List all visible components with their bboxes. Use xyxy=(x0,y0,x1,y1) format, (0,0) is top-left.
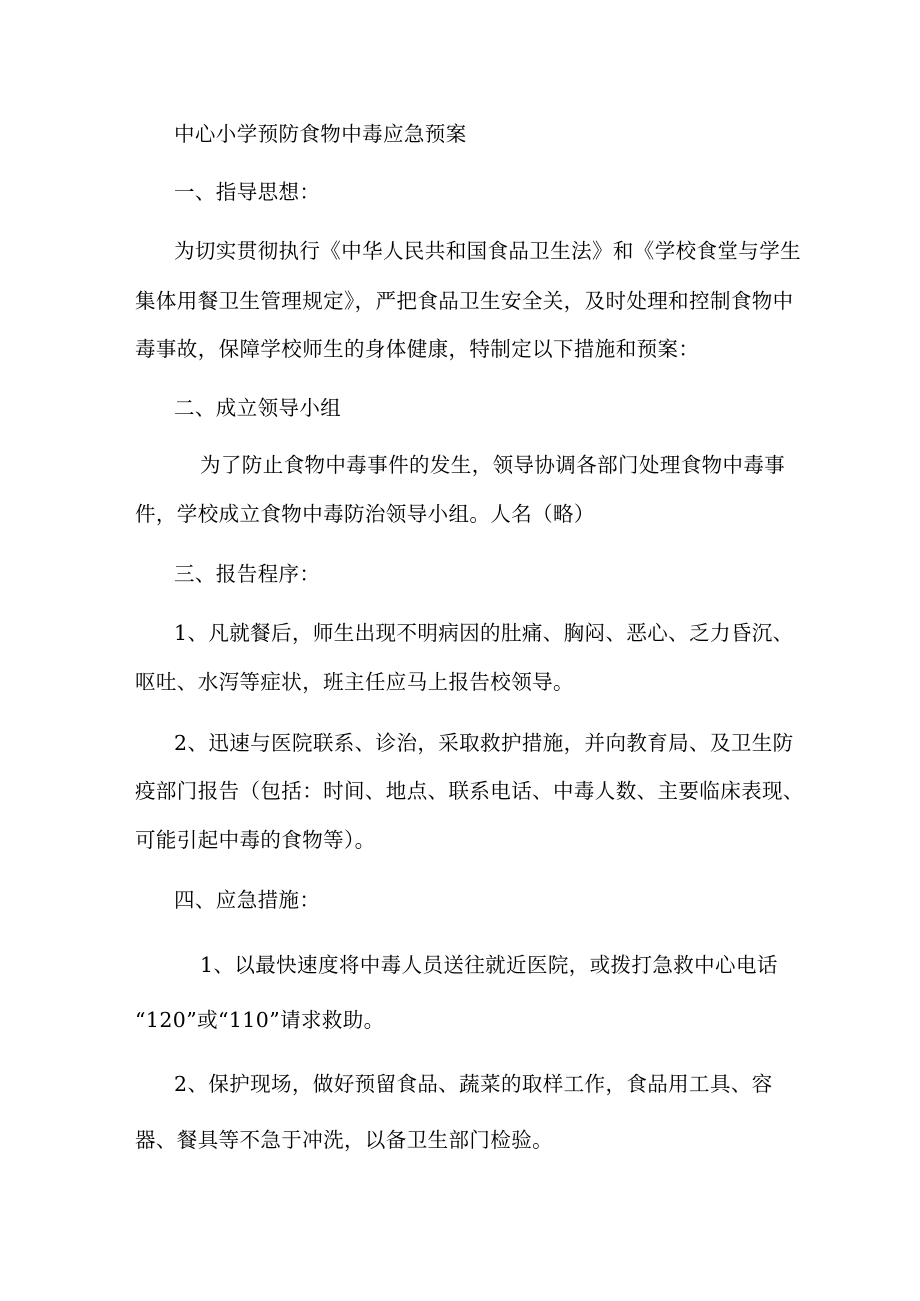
paragraph-line: 毒事故，保障学校师生的身体健康，特制定以下措施和预案： xyxy=(135,337,700,361)
paragraph-line: 件，学校成立食物中毒防治领导小组。人名（略） xyxy=(135,502,595,526)
list-item-line: 呕吐、水泻等症状，班主任应马上报告校领导。 xyxy=(135,670,574,694)
section-heading-emergency-measures: 四、应急措施： xyxy=(174,888,321,912)
list-item-line: 可能引起中毒的食物等）。 xyxy=(135,828,376,852)
paragraph-line: 集体用餐卫生管理规定》，严把食品卫生安全关，及时处理和控制食物中 xyxy=(135,289,794,313)
list-item-line: 2、迅速与医院联系、诊治，采取救护措施，并向教育局、及卫生防 xyxy=(174,731,794,755)
section-heading-guiding-principle: 一、指导思想： xyxy=(174,180,321,204)
list-item-line: 2、保护现场，做好预留食品、蔬菜的取样工作，食品用工具、容 xyxy=(174,1072,773,1096)
document-title: 中心小学预防食物中毒应急预案 xyxy=(174,122,467,146)
list-item-line: 1、凡就餐后，师生出现不明病因的肚痛、胸闷、恶心、乏力昏沉、 xyxy=(174,621,794,645)
section-heading-reporting-procedure: 三、报告程序： xyxy=(174,562,321,586)
list-item-line: 器、餐具等不急于冲洗，以备卫生部门检验。 xyxy=(135,1128,553,1152)
paragraph-line: 为切实贯彻执行《中华人民共和国食品卫生法》和《学校食堂与学生 xyxy=(174,239,801,263)
paragraph-line: 为了防止食物中毒事件的发生，领导协调各部门处理食物中毒事 xyxy=(200,453,786,477)
list-item-line: 1、以最快速度将中毒人员送往就近医院，或拨打急救中心电话 xyxy=(200,953,778,977)
section-heading-leadership-group: 二、成立领导小组 xyxy=(174,396,342,420)
list-item-line: 疫部门报告（包括：时间、地点、联系电话、中毒人数、主要临床表现、 xyxy=(135,779,804,803)
list-item-line: “120”或“110”请求救助。 xyxy=(135,1008,385,1032)
